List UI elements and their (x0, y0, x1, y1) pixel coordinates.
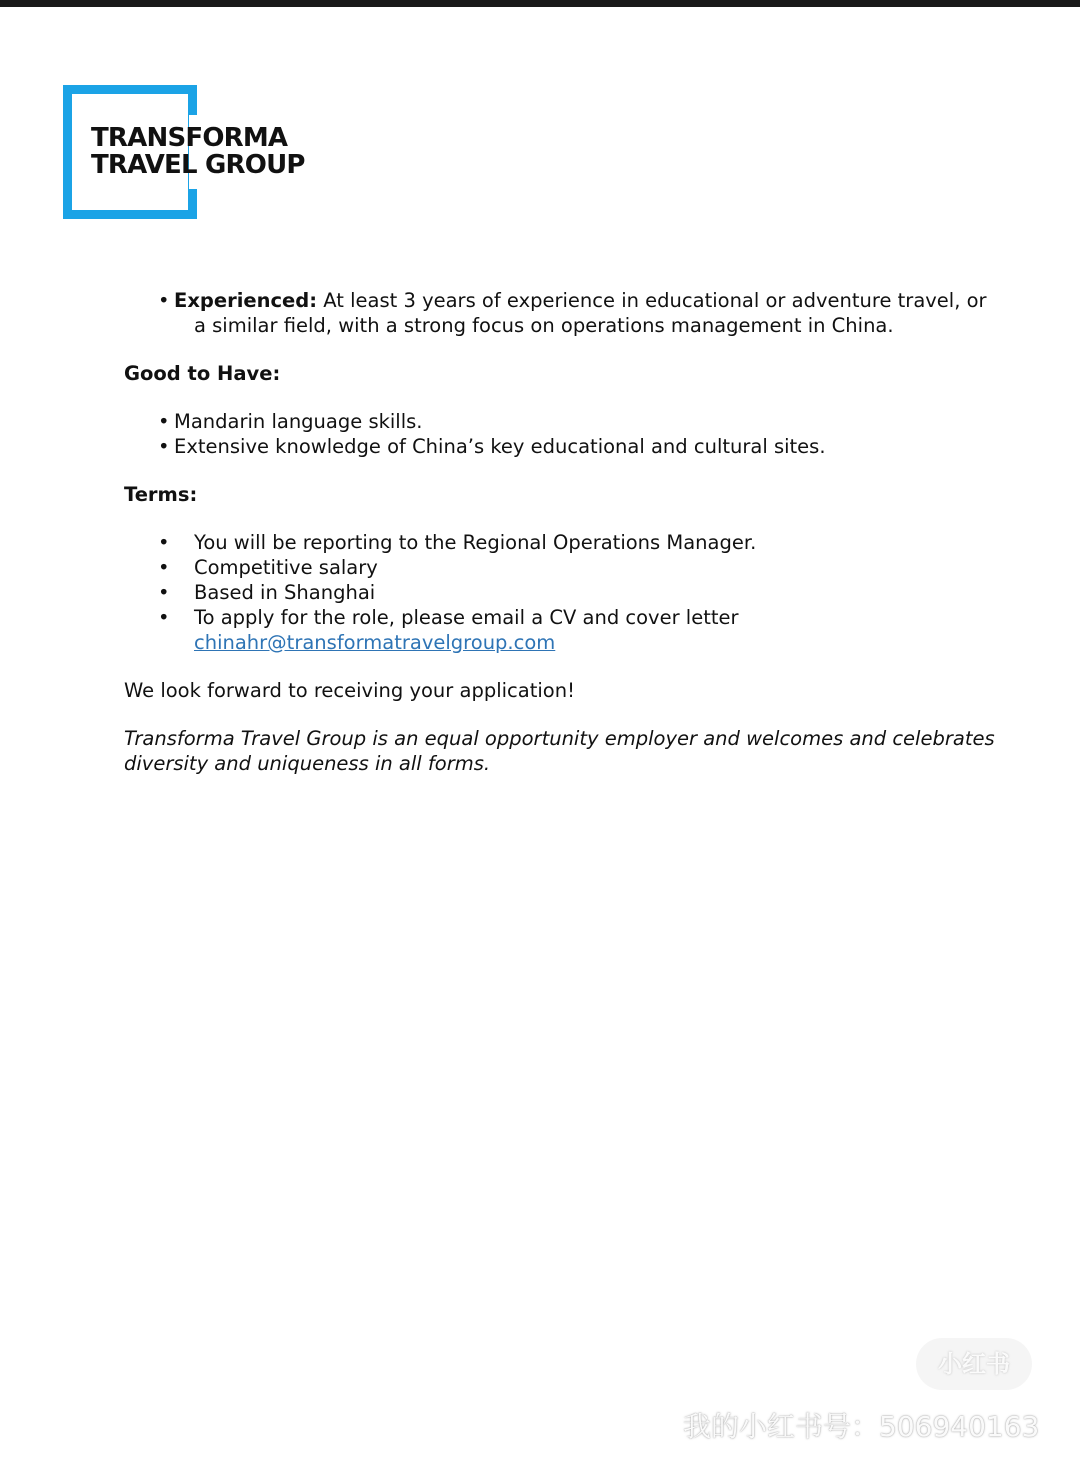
bullet-icon: • (158, 410, 170, 433)
closing-line: We look forward to receiving your application! (124, 679, 575, 702)
equal-opportunity-statement: Transforma Travel Group is an equal opportunity employer and welcomes and celebrates diversity and uniqueness in all forms. (124, 727, 995, 775)
list-item: • You will be reporting to the Regional Operations Manager. (158, 531, 757, 554)
list-item: • Mandarin language skills. (158, 410, 423, 433)
good-to-have-list (124, 409, 1004, 459)
list-item: • Competitive salary (158, 556, 378, 579)
email-link[interactable]: chinahr@transformatravelgroup.com (194, 631, 556, 654)
company-logo (63, 85, 313, 221)
terms-list (124, 530, 1004, 655)
requirement-label: Experienced: (174, 289, 318, 312)
logo-wordmark (91, 125, 305, 179)
bullet-icon: • (158, 581, 170, 604)
list-item: • Based in Shanghai (158, 581, 376, 604)
requirement-experienced (124, 288, 1004, 338)
bullet-icon: • (158, 289, 170, 312)
bullet-icon: • (158, 435, 170, 458)
document-body (124, 288, 1004, 776)
top-bar (0, 0, 1080, 7)
watermark-id: 我的小红书号：506940163 (683, 1410, 1040, 1443)
requirement-text: At least 3 years of experience in educational or adventure travel, or a similar field, with a strong focus on operations management in China. (194, 289, 987, 337)
terms-heading: Terms: (124, 483, 198, 506)
logo-line-1: TRANSFORMA (91, 123, 288, 153)
list-item: • Extensive knowledge of China’s key educational and cultural sites. (158, 435, 826, 458)
bullet-icon: • (158, 606, 170, 629)
watermark-badge: 小红书 (916, 1338, 1032, 1390)
list-item: • To apply for the role, please email a CV and cover letter chinahr@transformatravelgroup.com (158, 606, 739, 654)
bullet-icon: • (158, 531, 170, 554)
good-to-have-heading: Good to Have: (124, 362, 281, 385)
bullet-icon: • (158, 556, 170, 579)
logo-line-2: TRAVEL GROUP (91, 150, 305, 180)
